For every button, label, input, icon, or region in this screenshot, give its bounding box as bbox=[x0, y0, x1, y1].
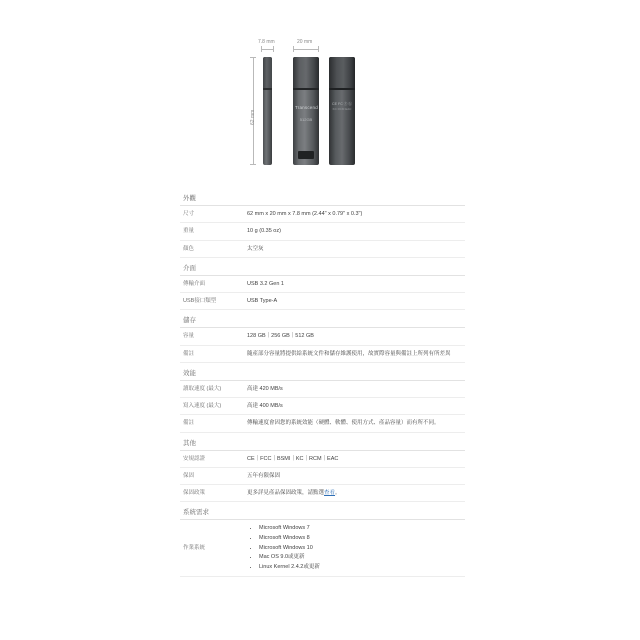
row-value: 62 mm x 20 mm x 7.8 mm (2.44" x 0.79" x 0.3") bbox=[244, 206, 465, 223]
width-dim-line bbox=[293, 49, 319, 50]
spec-table-storage bbox=[180, 328, 465, 363]
warranty-policy-suffix: 。 bbox=[335, 490, 341, 496]
table-row bbox=[180, 520, 465, 577]
width-dim-tick-right bbox=[318, 46, 319, 52]
table-row bbox=[180, 398, 465, 415]
section-title-interface: 介面 bbox=[180, 258, 465, 276]
drive-cap-side bbox=[263, 57, 272, 88]
thickness-dim-tick-left bbox=[261, 46, 262, 52]
table-row bbox=[180, 328, 465, 345]
row-label: 顏色 bbox=[180, 240, 244, 257]
spec-table-system-requirements bbox=[180, 520, 465, 577]
table-row bbox=[180, 223, 465, 240]
row-value: 高達 400 MB/s bbox=[244, 398, 465, 415]
section-title-performance: 效能 bbox=[180, 363, 465, 381]
row-label: 安規認證 bbox=[180, 451, 244, 468]
list-item: • Microsoft Windows 7 bbox=[259, 524, 462, 534]
row-label: 保固政策 bbox=[180, 485, 244, 502]
section-title-system-requirements: 系統需求 bbox=[180, 502, 465, 520]
row-value: CE｜FCC｜BSMI｜KC｜RCM｜EAC bbox=[244, 451, 465, 468]
warranty-policy-link[interactable]: 查看 bbox=[324, 490, 336, 496]
os-list bbox=[247, 524, 462, 572]
row-label: USB接口類型 bbox=[180, 293, 244, 310]
drive-seam-side bbox=[263, 88, 272, 90]
length-dim-tick-top bbox=[250, 57, 256, 58]
table-row bbox=[180, 240, 465, 257]
section-title-appearance: 外觀 bbox=[180, 188, 465, 206]
drive-certification-marks bbox=[332, 102, 352, 112]
row-value: 高達 420 MB/s bbox=[244, 381, 465, 398]
row-label: 作業系統 bbox=[180, 520, 244, 577]
row-label: 備註 bbox=[180, 345, 244, 362]
row-value: USB 3.2 Gen 1 bbox=[244, 276, 465, 293]
drive-brand-label: Transcend bbox=[295, 105, 318, 110]
drive-seam-back bbox=[329, 88, 355, 90]
drive-cap-front bbox=[293, 57, 319, 88]
usb-drive-back-view bbox=[329, 57, 355, 165]
length-dim-tick-bottom bbox=[250, 164, 256, 165]
width-dim-label: 20 mm bbox=[297, 39, 313, 45]
table-row bbox=[180, 451, 465, 468]
product-figure bbox=[0, 0, 640, 185]
section-title-storage: 儲存 bbox=[180, 310, 465, 328]
thickness-dim-label: 7.8 mm bbox=[258, 39, 275, 45]
drive-lanyard-slot bbox=[298, 151, 314, 159]
table-row bbox=[180, 293, 465, 310]
section-title-others: 其他 bbox=[180, 433, 465, 451]
drive-cap-back bbox=[329, 57, 355, 88]
row-value: 10 g (0.35 oz) bbox=[244, 223, 465, 240]
list-item: • Microsoft Windows 8 bbox=[259, 534, 462, 544]
row-label: 寫入速度 (最大) bbox=[180, 398, 244, 415]
row-label: 尺寸 bbox=[180, 206, 244, 223]
usb-drive-side-view bbox=[263, 57, 272, 165]
row-label: 重量 bbox=[180, 223, 244, 240]
row-value: USB Type-A bbox=[244, 293, 465, 310]
spec-table-interface bbox=[180, 276, 465, 311]
drive-seam-front bbox=[293, 88, 319, 90]
row-value: 五年有限保固 bbox=[244, 467, 465, 484]
row-value: 隨產部分容量將提供給系統文件和儲存維護使用，故實際容量與備註上所列有所差異 bbox=[244, 345, 465, 362]
row-label: 傳輸介面 bbox=[180, 276, 244, 293]
table-row bbox=[180, 345, 465, 362]
figure-inner bbox=[245, 35, 395, 175]
thickness-dim-tick-right bbox=[273, 46, 274, 52]
list-item: • Microsoft Windows 10 bbox=[259, 544, 462, 554]
spec-table-performance bbox=[180, 381, 465, 433]
row-value: 太空灰 bbox=[244, 240, 465, 257]
drive-capacity-label: 512GB bbox=[299, 117, 313, 122]
table-row bbox=[180, 381, 465, 398]
row-value-warranty-policy bbox=[244, 485, 465, 502]
table-row bbox=[180, 276, 465, 293]
certification-marks-line1: CE FC Ⓢ ⓚ bbox=[332, 102, 352, 106]
usb-drive-front-view bbox=[293, 57, 319, 165]
width-dim-tick-left bbox=[293, 46, 294, 52]
row-label: 保固 bbox=[180, 467, 244, 484]
row-value: 傳輸速度會因您的系統效能（硬體、軟體、使用方式、產品容量）而有所不同。 bbox=[244, 415, 465, 432]
table-row bbox=[180, 206, 465, 223]
list-item: • Linux Kernel 2.4.2或更新 bbox=[259, 563, 462, 573]
table-row bbox=[180, 415, 465, 432]
row-label: 容量 bbox=[180, 328, 244, 345]
specifications bbox=[180, 188, 465, 577]
length-dim-label: 62 mm bbox=[250, 109, 256, 125]
table-row bbox=[180, 467, 465, 484]
list-item: • Mac OS 9.0或更新 bbox=[259, 553, 462, 563]
spec-table-appearance bbox=[180, 206, 465, 258]
spec-table-others bbox=[180, 451, 465, 503]
row-value: 128 GB｜256 GB｜512 GB bbox=[244, 328, 465, 345]
row-label: 讀取速度 (最大) bbox=[180, 381, 244, 398]
table-row bbox=[180, 485, 465, 502]
row-value-os-list bbox=[244, 520, 465, 577]
certification-marks-line2: KC RCM EAC bbox=[332, 107, 352, 111]
row-label: 備註 bbox=[180, 415, 244, 432]
warranty-policy-text: 更多詳見產品保固政策，請點選 bbox=[247, 490, 325, 496]
